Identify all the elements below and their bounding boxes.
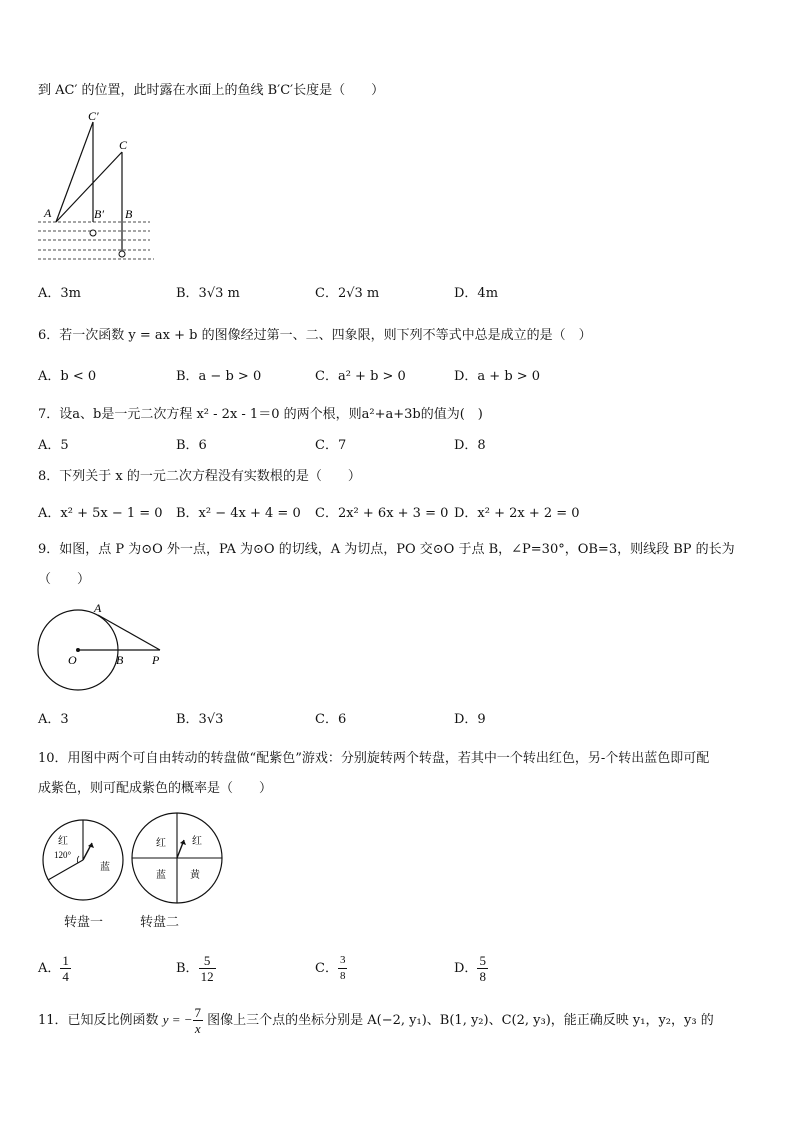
q8-option-b: B．x² − 4x + 4 = 0	[176, 506, 301, 521]
q10-option-b-fraction: $\frac{5}{12}$	[200, 953, 214, 984]
q11-function-fraction: $\frac{7}{x}$	[194, 1005, 202, 1036]
q8-option-d: D．x² + 2x + 2 = 0	[454, 506, 580, 521]
q10-option-a-fraction: $\frac{1}{4}$	[62, 953, 69, 984]
q10-option-d	[454, 953, 488, 984]
spinner-two-red-1: 红	[156, 838, 166, 849]
q7-option-a: A．5	[38, 438, 69, 453]
q10-option-c-fraction: $\frac{3}{8}$	[339, 954, 346, 982]
q11-stem	[38, 1005, 714, 1036]
spinner-two	[128, 810, 228, 906]
q5-option-a: A．3m	[38, 286, 81, 301]
q6-stem: 6．若一次函数 y = ax + b 的图像经过第一、二、四象限，则下列不等式中总是成立的是（ ）	[38, 328, 592, 343]
q6-option-b: B．a − b > 0	[176, 369, 262, 384]
spinner-one-angle: 120°	[54, 850, 72, 860]
label-a: A	[94, 601, 102, 615]
q10-option-b-label: B．	[176, 961, 199, 976]
q9-stem-cont: （ ）	[38, 572, 91, 587]
q11-function-y: y = −	[162, 1012, 193, 1027]
q7-option-b: B．6	[176, 438, 207, 453]
q10-option-a	[38, 953, 71, 984]
q10-option-a-label: A．	[38, 961, 61, 976]
q9-option-b: B．3√3	[176, 712, 224, 727]
q7-option-d: D．8	[454, 438, 486, 453]
label-b: B	[116, 653, 124, 667]
q9-option-c: C．6	[315, 712, 347, 727]
q6-option-d: D．a + b > 0	[454, 369, 541, 384]
q11-stem-b: 图像上三个点的坐标分别是 A(−2, y₁)、B(1, y₂)、C(2, y₃)，能正确反映 y₁，y₂，y₃ 的	[207, 1013, 714, 1028]
spinner-one-caption: 转盘一	[64, 915, 104, 930]
q7-option-c: C．7	[315, 438, 347, 453]
q8-option-a: A．x² + 5x − 1 = 0	[38, 506, 163, 521]
q5-option-b: B．3√3 m	[176, 286, 240, 301]
label-c-prime: C′	[88, 109, 99, 123]
q8-option-c: C．2x² + 6x + 3 = 0	[315, 506, 449, 521]
spinner-two-caption: 转盘二	[140, 915, 180, 930]
spinner-one	[38, 816, 133, 906]
q10-stem: 10．用图中两个可自由转动的转盘做“配紫色”游戏：分别旋转两个转盘，若其中一个转出红色，另-个转出蓝色即可配	[38, 751, 710, 766]
q5-figure	[30, 105, 170, 270]
label-o: O	[68, 653, 77, 667]
spinner-one-red: 红	[58, 836, 68, 847]
q11-stem-a: 11．已知反比例函数	[38, 1013, 159, 1028]
spinner-two-red-2: 红	[192, 836, 202, 847]
q9-option-a: A．3	[38, 712, 69, 727]
q6-option-c: C．a² + b > 0	[315, 369, 406, 384]
q10-stem-cont: 成紫色，则可配成紫色的概率是（ ）	[38, 781, 273, 796]
label-a: A	[44, 206, 52, 220]
q7-stem: 7．设a、b是一元二次方程 x² - 2x - 1＝0 的两个根，则a²+a+3b的值为( )	[38, 407, 483, 422]
q10-option-c	[315, 953, 347, 984]
label-b-prime: B′	[94, 207, 104, 221]
q10-option-c-label: C．	[315, 961, 338, 976]
label-p: P	[152, 653, 160, 667]
q5-option-c: C．2√3 m	[315, 286, 380, 301]
q9-option-d: D．9	[454, 712, 486, 727]
q10-option-d-fraction: $\frac{5}{8}$	[479, 953, 486, 984]
q10-option-b	[176, 953, 216, 984]
spinner-two-yellow: 黄	[190, 870, 200, 881]
q9-figure	[30, 598, 180, 698]
label-c: C	[119, 138, 128, 152]
q10-option-d-label: D．	[454, 961, 478, 976]
spinner-two-blue: 蓝	[156, 870, 166, 881]
spinner-one-blue: 蓝	[100, 862, 110, 873]
label-b: B	[125, 207, 133, 221]
q9-stem: 9．如图，点 P 为⊙O 外一点，PA 为⊙O 的切线，A 为切点，PO 交⊙O 于点 B，∠P=30°，OB=3，则线段 BP 的长为	[38, 542, 735, 557]
q6-option-a: A．b < 0	[38, 369, 97, 384]
q5-stem: 到 AC′ 的位置，此时露在水面上的鱼线 B′C′长度是（ ）	[38, 83, 385, 98]
q5-option-d: D．4m	[454, 286, 499, 301]
q8-stem: 8．下列关于 x 的一元二次方程没有实数根的是（ ）	[38, 469, 361, 484]
